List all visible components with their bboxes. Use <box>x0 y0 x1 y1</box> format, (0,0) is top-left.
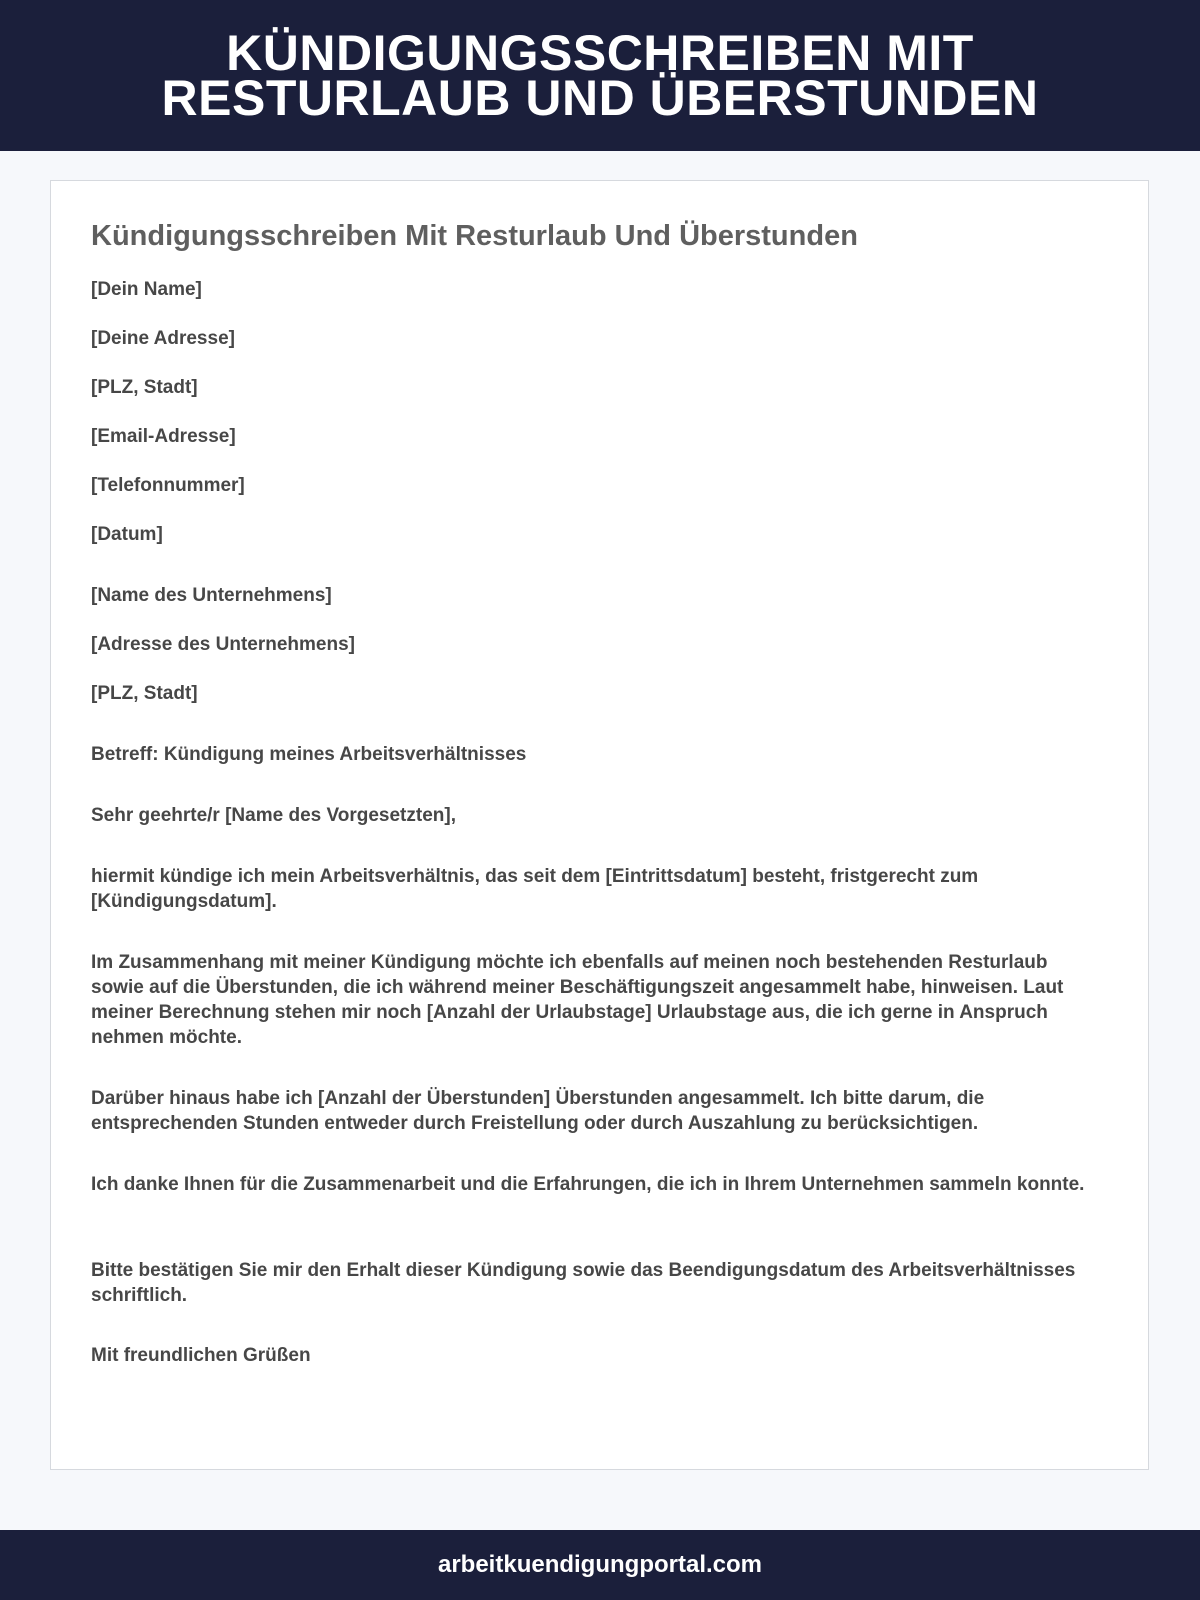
sender-email: [Email-Adresse] <box>91 426 236 447</box>
footer-site-name: arbeitkuendigungportal.com <box>437 1551 763 1578</box>
body-paragraph: Ich danke Ihnen für die Zusammenarbeit und die Erfahrungen, die ich in Ihrem Unternehmen sammeln konnte. <box>91 1174 1085 1195</box>
body-paragraph: Bitte bestätigen Sie mir den Erhalt dieser Kündigung sowie das Beendigungsdatum des Arbeitsverhältnisses schriftlich. <box>91 1260 1076 1306</box>
recipient-address: [Adresse des Unternehmens] <box>91 634 355 655</box>
sender-phone: [Telefonnummer] <box>91 475 245 496</box>
document-title: Kündigungsschreiben Mit Resturlaub Und Überstunden <box>91 220 858 252</box>
letter-salutation: Sehr geehrte/r [Name des Vorgesetzten], <box>91 805 456 826</box>
page-title <box>161 24 1039 126</box>
page-footer <box>0 1530 1200 1600</box>
body-paragraph: Im Zusammenhang mit meiner Kündigung möchte ich ebenfalls auf meinen noch bestehenden Resturlaub sowie auf die Überstunden, die ich während meiner Beschäftigungszeit angesammelt habe, hinweisen. Laut meiner Berechnung stehen mir noch [Anzahl der Urlaubstage] Urlaubstage aus, die ich gerne in Anspruch nehmen möchte. <box>91 952 1064 1048</box>
body-paragraph: hiermit kündige ich mein Arbeitsverhältnis, das seit dem [Eintrittsdatum] besteht, fristgerecht zum [Kündigungsdatum]. <box>91 866 979 912</box>
page-title-line-2: RESTURLAUB UND ÜBERSTUNDEN <box>161 69 1039 126</box>
sender-zip-city: [PLZ, Stadt] <box>91 377 198 398</box>
letter-date: [Datum] <box>91 524 163 545</box>
sender-address: [Deine Adresse] <box>91 328 235 349</box>
body-paragraph: Darüber hinaus habe ich [Anzahl der Überstunden] Überstunden angesammelt. Ich bitte darum, die entsprechenden Stunden entweder durch Freistellung oder durch Auszahlung zu berücksichtigen. <box>91 1088 985 1134</box>
sender-name: [Dein Name] <box>91 279 202 300</box>
recipient-zip-city: [PLZ, Stadt] <box>91 683 198 704</box>
letter-closing: Mit freundlichen Grüßen <box>91 1345 311 1366</box>
letter-subject: Betreff: Kündigung meines Arbeitsverhältnisses <box>91 744 527 765</box>
page-header <box>0 0 1200 151</box>
page-title-line-1: KÜNDIGUNGSSCHREIBEN MIT <box>226 24 974 81</box>
letter-card <box>50 180 1149 1470</box>
recipient-company: [Name des Unternehmens] <box>91 585 332 606</box>
